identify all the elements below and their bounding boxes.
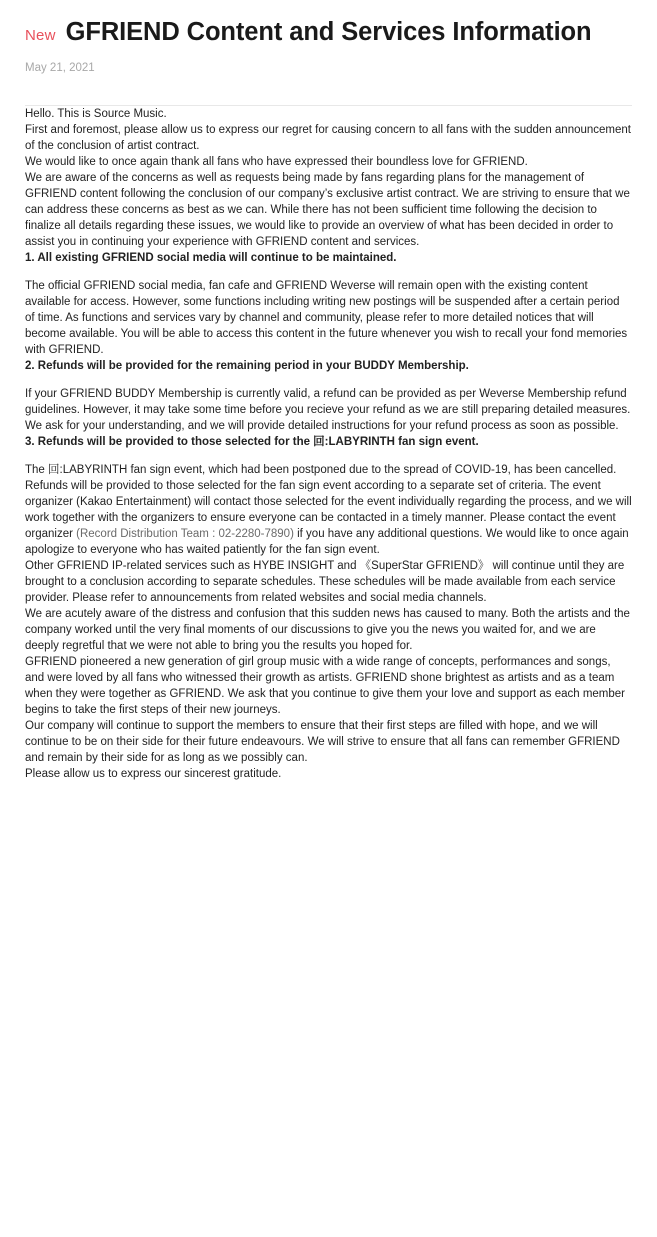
section-text-membership: If your GFRIEND BUDDY Membership is currently valid, a refund can be provided as per Weverse Membership refund guidelines. However, it may take some time before you recieve your refund as we are still preparing detailed measures. We ask for your understanding, and we will provide detailed instructions for your refund process as soon as possible. [25,388,631,432]
paragraph-regret-results: We are acutely aware of the distress and confusion that this sudden news has caused to many. Both the artists and the company worked until the very final moments of our discussions to give you the news you waited for, and we are deeply regretful that we were not able to bring you the results you hoped for. [25,608,630,652]
paragraph-other-services: Other GFRIEND IP-related services such as HYBE INSIGHT and 《SuperStar GFRIEND》 will continue until they are brought to a conclusion according to separate schedules. These schedules will be made available from each service provider. Please refer to announcements from related websites and social media channels. [25,560,625,604]
section-text-fan-sign [25,462,632,558]
post-date: May 21, 2021 [25,62,95,74]
paragraph-pioneered: GFRIEND pioneered a new generation of girl group music with a wide range of concepts, performances and songs, and were loved by all fans who witnessed their growth as artists. GFRIEND shone brightest as artists and as a team when they were together as GFRIEND. We ask that you continue to give them your love and support as each member begins to take the first steps of their new journeys. [25,656,626,716]
paragraph-thanks: We would like to once again thank all fans who have expressed their boundless love for GFRIEND. [25,156,528,168]
paragraph-gratitude: Please allow us to express our sincerest gratitude. [25,768,282,780]
contact-info: (Record Distribution Team : 02-2280-7890) [76,528,294,540]
greeting-text: Hello. This is Source Music. [25,108,167,120]
section-heading-social-media: 1. All existing GFRIEND social media will continue to be maintained. [25,252,397,264]
section-heading-membership: 2. Refunds will be provided for the remaining period in your BUDDY Membership. [25,360,469,372]
paragraph-regret: First and foremost, please allow us to express our regret for causing concern to all fans with the sudden announcement of the conclusion of artist contract. [25,124,631,152]
paragraph-support: Our company will continue to support the members to ensure that their first steps are filled with hope, and we will continue to be on their side for their future endeavours. We will strive to ensure that all fans can remember GFRIEND and remain by their side for as long as we possibly can. [25,720,620,764]
section-heading-fan-sign: 3. Refunds will be provided to those selected for the 回:LABYRINTH fan sign event. [25,436,479,448]
notice-body [25,106,632,782]
section-text-social-media: The official GFRIEND social media, fan cafe and GFRIEND Weverse will remain open with the existing content available for access. However, some functions including writing new postings will be suspended after a certain period of time. As functions and services vary by channel and community, please refer to more detailed notices that will become available. You will be able to access this content in the future whenever you wish to recall your fond memories with GFRIEND. [25,280,628,356]
new-badge: New [25,27,56,44]
fan-sign-text-start: The 回:LABYRINTH fan sign event, which had been postponed due to the spread of COVID-19, has been cancelled. Refunds will be provided to those selected for the fan sign event according to a separate set of criteria. The event organizer (Kakao Entertainment) will contact those selected for the event individually regarding the process, and we will work together with the organizers to ensure everyone can be contacted in a timely manner. Please contact the event organizer [25,464,632,540]
notice-header [25,0,632,74]
fan-sign-text-end: if you have any additional questions. We would like to once again apologize to everyone who has waited patiently for the fan sign event. [25,528,629,556]
title-row [25,18,632,47]
page-title: GFRIEND Content and Services Information [65,18,592,46]
paragraph-overview: We are aware of the concerns as well as requests being made by fans regarding plans for the management of GFRIEND content following the conclusion of our company’s exclusive artist contract. We are striving to ensure that we can address these concerns as best as we can. While there has not been sufficient time following the decision to finalize all details regarding these issues, we would like to provide an overview of what has been decided in order to assist you in continuing your experience with GFRIEND content and services. [25,172,630,248]
